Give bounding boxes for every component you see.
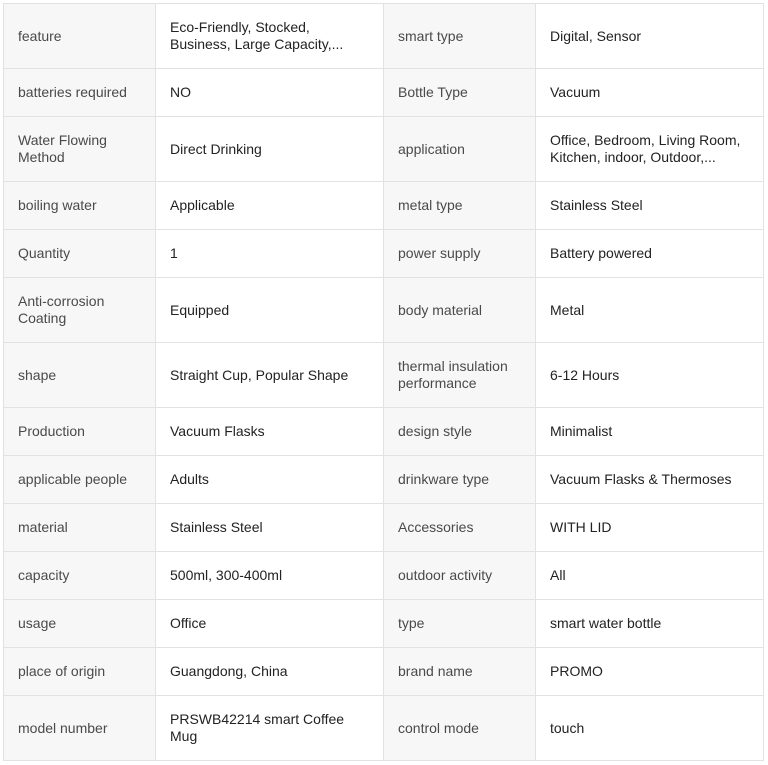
spec-key: thermal insulation performance [384, 343, 536, 408]
spec-key: body material [384, 278, 536, 343]
spec-value: 1 [156, 230, 384, 278]
spec-key: applicable people [4, 456, 156, 504]
spec-key: outdoor activity [384, 552, 536, 600]
spec-key: type [384, 600, 536, 648]
spec-value: NO [156, 69, 384, 117]
spec-key: shape [4, 343, 156, 408]
spec-value: Eco-Friendly, Stocked, Business, Large Capacity,... [156, 4, 384, 69]
spec-key: usage [4, 600, 156, 648]
spec-key: batteries required [4, 69, 156, 117]
spec-value: Minimalist [536, 408, 764, 456]
spec-key: brand name [384, 648, 536, 696]
table-row [4, 117, 764, 182]
spec-value: Applicable [156, 182, 384, 230]
spec-value: Vacuum Flasks [156, 408, 384, 456]
spec-key: power supply [384, 230, 536, 278]
spec-key: boiling water [4, 182, 156, 230]
spec-value: 6-12 Hours [536, 343, 764, 408]
spec-value: Metal [536, 278, 764, 343]
table-row [4, 456, 764, 504]
table-row [4, 408, 764, 456]
table-row [4, 504, 764, 552]
table-row [4, 69, 764, 117]
spec-table [3, 3, 764, 761]
table-row [4, 4, 764, 69]
spec-key: drinkware type [384, 456, 536, 504]
spec-value: touch [536, 696, 764, 761]
table-row [4, 648, 764, 696]
spec-value: Vacuum Flasks & Thermoses [536, 456, 764, 504]
spec-value: Vacuum [536, 69, 764, 117]
spec-key: Production [4, 408, 156, 456]
table-row [4, 600, 764, 648]
spec-value: All [536, 552, 764, 600]
table-row [4, 230, 764, 278]
spec-value: Digital, Sensor [536, 4, 764, 69]
spec-value: PRSWB42214 smart Coffee Mug [156, 696, 384, 761]
spec-key: Quantity [4, 230, 156, 278]
spec-value: Stainless Steel [156, 504, 384, 552]
spec-value: Guangdong, China [156, 648, 384, 696]
table-row [4, 343, 764, 408]
spec-value: Office [156, 600, 384, 648]
spec-key: Anti-corrosion Coating [4, 278, 156, 343]
spec-key: smart type [384, 4, 536, 69]
spec-key: application [384, 117, 536, 182]
table-row [4, 182, 764, 230]
spec-value: Battery powered [536, 230, 764, 278]
spec-value: PROMO [536, 648, 764, 696]
spec-key: control mode [384, 696, 536, 761]
spec-key: place of origin [4, 648, 156, 696]
spec-value: 500ml, 300-400ml [156, 552, 384, 600]
spec-key: metal type [384, 182, 536, 230]
spec-key: Accessories [384, 504, 536, 552]
spec-key: material [4, 504, 156, 552]
spec-key: model number [4, 696, 156, 761]
spec-value: Adults [156, 456, 384, 504]
spec-value: smart water bottle [536, 600, 764, 648]
spec-table-body [4, 4, 764, 761]
spec-value: WITH LID [536, 504, 764, 552]
spec-value: Straight Cup, Popular Shape [156, 343, 384, 408]
spec-value: Office, Bedroom, Living Room, Kitchen, indoor, Outdoor,... [536, 117, 764, 182]
spec-key: capacity [4, 552, 156, 600]
table-row [4, 278, 764, 343]
table-row [4, 696, 764, 761]
spec-value: Stainless Steel [536, 182, 764, 230]
spec-key: design style [384, 408, 536, 456]
spec-value: Direct Drinking [156, 117, 384, 182]
spec-key: feature [4, 4, 156, 69]
spec-value: Equipped [156, 278, 384, 343]
spec-key: Bottle Type [384, 69, 536, 117]
spec-key: Water Flowing Method [4, 117, 156, 182]
table-row [4, 552, 764, 600]
